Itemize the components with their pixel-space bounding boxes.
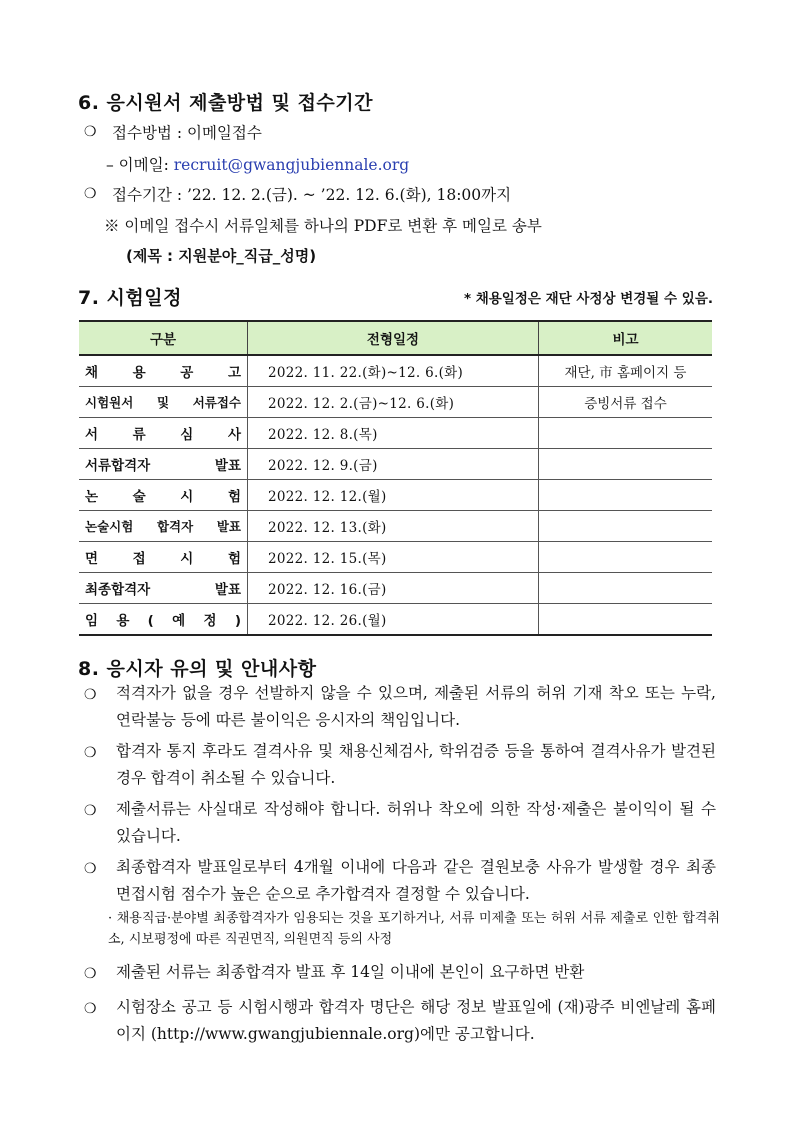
table-row <box>79 418 712 449</box>
notice-item: 제출된 서류는 최종합격자 발표 후 14일 이내에 본인이 요구하면 반환 <box>116 963 585 981</box>
schedule-table <box>79 320 712 636</box>
table-row <box>79 387 712 418</box>
section8-title: 8. 응시자 유의 및 안내사항 <box>78 658 317 680</box>
date-cell: 2022. 12. 13.(화) <box>248 511 539 542</box>
remark-cell <box>539 511 713 542</box>
remark-cell <box>539 449 713 480</box>
sub-note: · 채용직급·분야별 최종합격자가 임용되는 것을 포기하거나, 서류 미제출 또는 허위 서류 제출로 인한 합격취소, 시보평정에 따른 직권면직, 의원면직 등의 사정 <box>108 911 720 947</box>
email-label: – 이메일: <box>106 156 174 174</box>
date-cell: 2022. 12. 16.(금) <box>248 573 539 604</box>
remark-cell: 재단, 市 홈페이지 등 <box>539 355 713 387</box>
notice-item: 시험장소 공고 등 시험시행과 합격자 명단은 해당 정보 발표일에 (재)광주 비엔날레 홈페이지 (http://www.gwangjubiennale.org)에만 공고합니다. <box>116 998 716 1043</box>
remark-cell <box>539 542 713 573</box>
date-cell: 2022. 12. 8.(목) <box>248 418 539 449</box>
notice-item: 적격자가 없을 경우 선발하지 않을 수 있으며, 제출된 서류의 허위 기재 착오 또는 누락, 연락불능 등에 따른 불이익은 응시자의 책임입니다. <box>116 684 716 729</box>
method-text: 접수방법 : 이메일접수 <box>112 124 262 142</box>
bullet-icon: ❍ <box>84 186 97 202</box>
date-cell: 2022. 12. 2.(금)~12. 6.(화) <box>248 387 539 418</box>
table-row <box>79 355 712 387</box>
bullet-icon: ❍ <box>84 966 97 982</box>
stage-cell: 논 술 시 험 <box>79 480 248 511</box>
table-row <box>79 449 712 480</box>
period-text: 접수기간 : ’22. 12. 2.(금). ~ ’22. 12. 6.(화), 18:00까지 <box>112 186 512 204</box>
table-row <box>79 573 712 604</box>
date-cell: 2022. 12. 12.(월) <box>248 480 539 511</box>
section6-title: 6. 응시원서 제출방법 및 접수기간 <box>78 92 373 114</box>
bullet-icon: ❍ <box>84 745 97 761</box>
table-row <box>79 480 712 511</box>
date-cell: 2022. 12. 15.(목) <box>248 542 539 573</box>
date-cell: 2022. 12. 26.(월) <box>248 604 539 636</box>
header-date: 전형일정 <box>248 321 539 355</box>
bullet-icon: ❍ <box>84 1001 97 1017</box>
email-note: ※ 이메일 접수시 서류일체를 하나의 PDF로 변환 후 메일로 송부 <box>104 217 542 235</box>
bullet-icon: ❍ <box>84 861 97 877</box>
date-cell: 2022. 11. 22.(화)~12. 6.(화) <box>248 355 539 387</box>
remark-cell <box>539 418 713 449</box>
stage-cell: 임 용 ( 예 정 ) <box>79 604 248 636</box>
table-row <box>79 604 712 636</box>
bullet-icon: ❍ <box>84 803 97 819</box>
email-line <box>106 153 409 175</box>
stage-cell: 채 용 공 고 <box>79 355 248 387</box>
date-cell: 2022. 12. 9.(금) <box>248 449 539 480</box>
remark-cell <box>539 604 713 636</box>
bullet-icon: ❍ <box>84 124 97 140</box>
notice-item: 합격자 통지 후라도 결격사유 및 채용신체검사, 학위검증 등을 통하여 결격사유가 발견된 경우 합격이 취소될 수 있습니다. <box>116 742 716 787</box>
table-row <box>79 542 712 573</box>
stage-cell: 최종합격자 발표 <box>79 573 248 604</box>
stage-cell: 시험원서 및 서류접수 <box>79 387 248 418</box>
stage-cell: 서류합격자 발표 <box>79 449 248 480</box>
email-subject-format: (제목 : 지원분야_직급_성명) <box>126 247 317 265</box>
bullet-icon: ❍ <box>84 687 97 703</box>
header-stage: 구분 <box>79 321 248 355</box>
header-remark: 비고 <box>539 321 713 355</box>
stage-cell: 면 접 시 험 <box>79 542 248 573</box>
table-row <box>79 511 712 542</box>
notice-item: 최종합격자 발표일로부터 4개월 이내에 다음과 같은 결원보충 사유가 발생할 경우 최종 면접시험 점수가 높은 순으로 추가합격자 결정할 수 있습니다. <box>116 858 716 903</box>
email-link[interactable]: recruit@gwangjubiennale.org <box>173 156 410 174</box>
remark-cell: 증빙서류 접수 <box>539 387 713 418</box>
stage-cell: 서 류 심 사 <box>79 418 248 449</box>
stage-cell: 논술시험 합격자 발표 <box>79 511 248 542</box>
notice-item: 제출서류는 사실대로 작성해야 합니다. 허위나 착오에 의한 작성·제출은 불이익이 될 수 있습니다. <box>116 800 716 845</box>
remark-cell <box>539 573 713 604</box>
section7-title: 7. 시험일정 <box>78 287 182 309</box>
table-header-row <box>79 321 712 355</box>
schedule-note: * 채용일정은 재단 사정상 변경될 수 있음. <box>463 291 713 307</box>
remark-cell <box>539 480 713 511</box>
